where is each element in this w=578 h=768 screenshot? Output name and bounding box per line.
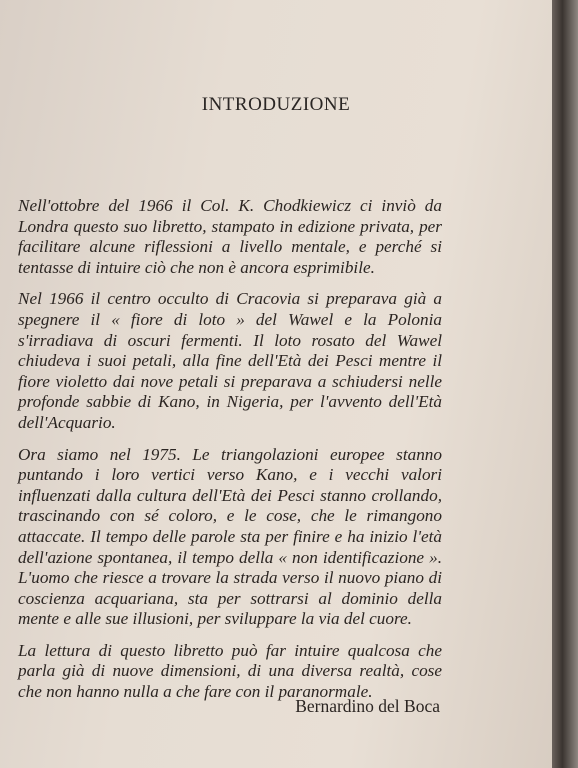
introduction-body [18, 196, 442, 714]
author-signature: Bernardino del Boca [295, 696, 440, 716]
paragraph-1: Nell'ottobre del 1966 il Col. K. Chodkiewicz ci inviò da Londra questo suo libretto, stampato in edizione privata, per facilitare alcune riflessioni a livello mentale, e perché si tentasse di intuire ciò che non è ancora esprimibile. [18, 196, 442, 277]
book-edge [552, 0, 578, 768]
page-title: INTRODUZIONE [201, 94, 351, 115]
paragraph-4: La lettura di questo libretto può far intuire qualcosa che parla già di nuove dimensioni, di una diversa realtà, cose che non hanno nulla a che fare con il paranormale. [18, 640, 442, 702]
paragraph-2: Nel 1966 il centro occulto di Cracovia si preparava già a spegnere il « fiore di loto » del Wawel e la Polonia s'irradiava di oscuri fermenti. Il loto rosato del Wawel chiudeva i suoi petali, alla fine dell'Età dei Pesci mentre il fiore violetto dai nove petali si preparava a schiudersi nelle profonde sabbie di Kano, in Nigeria, per l'avvento dell'Età dell'Acquario. [18, 289, 442, 432]
paragraph-3: Ora siamo nel 1975. Le triangolazioni europee stanno puntando i loro vertici verso Kano, e i vecchi valori influenzati dalla cultura dell'Età dei Pesci stanno crollando, trascinando con sé coloro, e le cose, che le rimangono attaccate. Il tempo delle parole sta per finire e ha inizio l'età dell'azione spontanea, il tempo della « non identificazione ». L'uomo che riesce a trovare la strada verso il nuovo piano di coscienza acquariana, sta per sottrarsi al dominio della mente e alle sue illusioni, per sviluppare la via del cuore. [18, 444, 442, 629]
